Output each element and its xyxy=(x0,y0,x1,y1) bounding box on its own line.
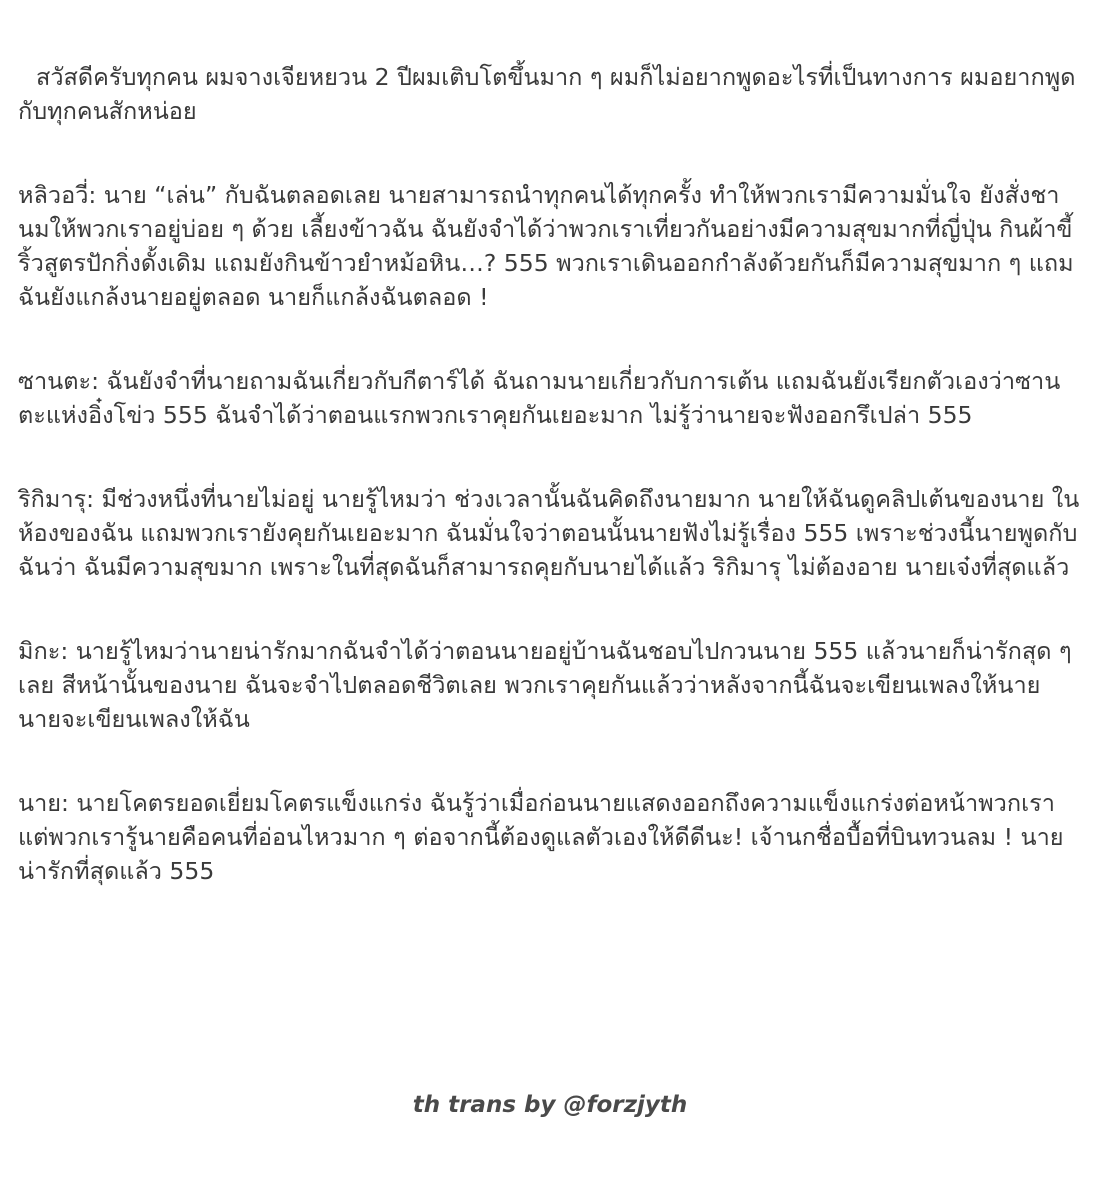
translator-credit: th trans by @forzjyth xyxy=(412,1092,688,1118)
paragraph-santa: ซานตะ: ฉันยังจำที่นายถามฉันเกี่ยวกับกีตาร์ได้ ฉันถามนายเกี่ยวกับการเต้น แถมฉันยังเรียกตัวเองว่าซานตะแห่งอิ๋งโข่ว 555 ฉันจำได้ว่าตอนแรกพวกเราคุยกันเยอะมาก ไม่รู้ว่านายจะฟังออกรึเปล่า 555 xyxy=(18,367,1061,429)
paragraph-mika: มิกะ: นายรู้ไหมว่านายน่ารักมากฉันจำได้ว่าตอนนายอยู่บ้านฉันชอบไปกวนนาย 555 แล้วนายก็น่ารักสุด ๆ เลย สีหน้านั้นของนาย ฉันจะจำไปตลอดชีวิตเลย พวกเราคุยกันแล้วว่าหลังจากนี้ฉันจะเขียนเพลงให้นาย นายจะเขียนเพลงให้ฉัน xyxy=(18,637,1072,733)
paragraph-self: นาย: นายโคตรยอดเยี่ยมโคตรแข็งแกร่ง ฉันรู้ว่าเมื่อก่อนนายแสดงออกถึงความแข็งแกร่งต่อหน้าพวกเราแต่พวกเรารู้นายคือคนที่อ่อนไหวมาก ๆ ต่อจากนี้ต้องดูแลตัวเองให้ดีดีนะ! เจ้านกชื่อบื้อที่บินทวนลม ! นายน่ารักที่สุดแล้ว 555 xyxy=(18,789,1064,885)
paragraph-intro: สวัสดีครับทุกคน ผมจางเจียหยวน 2 ปีผมเติบโตขึ้นมาก ๆ ผมก็ไม่อยากพูดอะไรที่เป็นทางการ ผมอยากพูดกับทุกคนสักหน่อย xyxy=(18,63,1076,125)
paragraph-liuyu: หลิวอวี่: นาย “เล่น” กับฉันตลอดเลย นายสามารถนำทุกคนได้ทุกครั้ง ทำให้พวกเรามีความมั่นใจ ยังสั่งชานมให้พวกเราอยู่บ่อย ๆ ด้วย เลี้ยงข้าวฉัน ฉันยังจำได้ว่าพวกเราเที่ยวกันอย่างมีความสุขมากที่ญี่ปุ่น กินผ้าขี้ริ้วสูตรปักกิ่งดั้งเดิม แถมยังกินข้าวยำหม้อหิน…? 555 พวกเราเดินออกกำลังด้วยกันก็มีความสุขมาก ๆ แถมฉันยังแกล้งนายอยู่ตลอด นายก็แกล้งฉันตลอด ! xyxy=(18,181,1074,311)
paragraph-rikimaru: ริกิมารุ: มีช่วงหนึ่งที่นายไม่อยู่ นายรู้ไหมว่า ช่วงเวลานั้นฉันคิดถึงนายมาก นายให้ฉันดูคลิปเต้นของนาย ในห้องของฉัน แถมพวกเรายังคุยกันเยอะมาก ฉันมั่นใจว่าตอนนั้นนายฟังไม่รู้เรื่อง 555 เพราะช่วงนี้นายพูดกับฉันว่า ฉันมีความสุขมาก เพราะในที่สุดฉันก็สามารถคุยกับนายได้แล้ว ริกิมารุ ไม่ต้องอาย นายเจ๋งที่สุดแล้ว xyxy=(18,485,1080,581)
